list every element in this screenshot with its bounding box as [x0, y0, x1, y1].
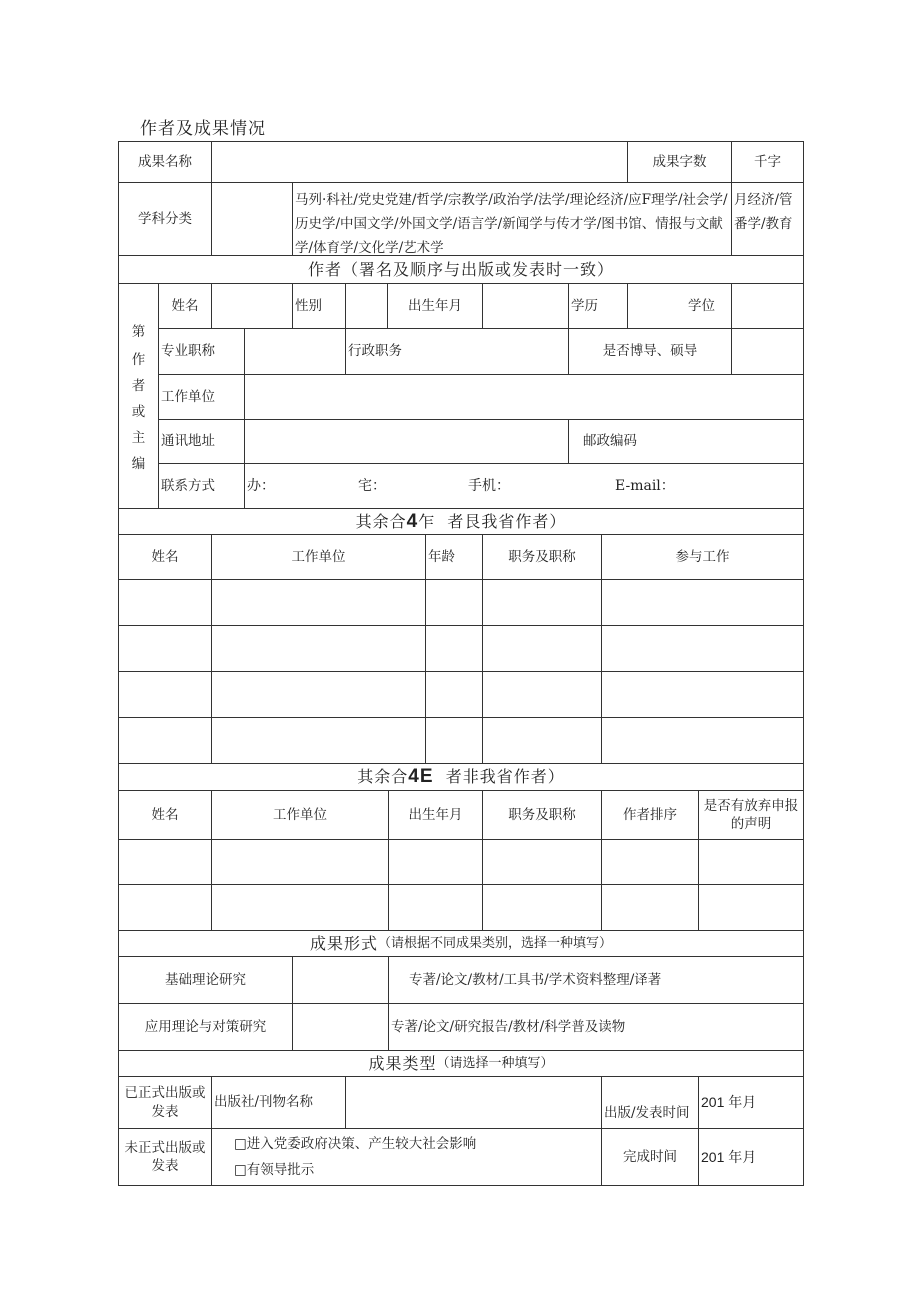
gender-input[interactable]: [345, 283, 388, 329]
complete-time-label: 完成时间: [601, 1128, 699, 1186]
section-title-note: （请根据不同成果类别，选择一种填写）: [378, 935, 613, 951]
table-cell[interactable]: [211, 625, 426, 672]
table-cell[interactable]: [388, 839, 483, 885]
table-header: 职务及职称: [482, 790, 602, 840]
section-title-suffix: 乍 者艮我省作者）: [418, 511, 567, 531]
first-author-section-title: 作者（署名及顺序与出版或发表时一致）: [118, 255, 804, 284]
table-header: 姓名: [118, 790, 212, 840]
result-name-label: 成果名称: [118, 141, 212, 183]
table-cell[interactable]: [601, 625, 804, 672]
table-cell[interactable]: [211, 671, 426, 718]
table-header: 出生年月: [388, 790, 483, 840]
publisher-input[interactable]: [345, 1076, 602, 1129]
contact-label: 联系方式: [158, 463, 245, 509]
table-cell[interactable]: [211, 839, 389, 885]
table-cell[interactable]: [425, 717, 483, 764]
mobile-label: 手机：: [468, 478, 510, 494]
discipline-options-extra: 月经济/管番学/教育: [731, 182, 804, 256]
professional-title-input[interactable]: [244, 328, 346, 375]
publish-time-label: 出版/发表时间: [601, 1076, 699, 1129]
table-cell[interactable]: [425, 579, 483, 626]
unpublished-options: [211, 1128, 602, 1186]
applied-research-options: 专著/论文/研究报告/教材/科学普及读物: [388, 1003, 804, 1051]
publish-time-value[interactable]: 201 年月: [698, 1076, 804, 1129]
home-phone-label: 宅：: [358, 478, 386, 494]
table-header: 工作单位: [211, 534, 426, 580]
first-author-side-label: [118, 283, 159, 509]
birth-input[interactable]: [482, 283, 569, 329]
table-cell[interactable]: [601, 671, 804, 718]
other-authors-external-section-title: [118, 763, 804, 791]
unpublished-label: 未正式出版或发表: [118, 1128, 212, 1186]
table-cell[interactable]: [118, 717, 212, 764]
section-title-mid: 4: [406, 510, 419, 532]
email-label: E-mail：: [615, 478, 675, 494]
address-input[interactable]: [244, 419, 569, 464]
section-title-prefix: 其余合: [355, 511, 407, 531]
basic-research-options: 专著/论文/教材/工具书/学术资料整理/译著: [388, 956, 804, 1004]
result-type-section-title: [118, 1050, 804, 1077]
table-cell[interactable]: [482, 625, 602, 672]
table-cell[interactable]: [425, 625, 483, 672]
table-cell[interactable]: [482, 579, 602, 626]
table-cell[interactable]: [601, 884, 699, 931]
employer-input[interactable]: [244, 374, 804, 420]
table-cell[interactable]: [601, 717, 804, 764]
postcode-label: 邮政编码: [568, 419, 804, 464]
word-count-unit: 千字: [731, 141, 804, 183]
education-label: 学历: [568, 283, 628, 329]
side-char: 编: [131, 456, 146, 472]
side-char: 主: [131, 430, 146, 446]
other-authors-local-section-title: [118, 508, 804, 535]
table-cell[interactable]: [211, 884, 389, 931]
publisher-label: 出版社/刊物名称: [211, 1076, 346, 1129]
section-title-prefix: 其余合: [357, 767, 409, 787]
table-cell[interactable]: [211, 717, 426, 764]
side-char: 作: [131, 352, 146, 368]
table-cell[interactable]: [118, 671, 212, 718]
applied-research-input[interactable]: [292, 1003, 389, 1051]
name-input[interactable]: [211, 283, 293, 329]
table-cell[interactable]: [482, 839, 602, 885]
table-header: 姓名: [118, 534, 212, 580]
basic-research-input[interactable]: [292, 956, 389, 1004]
decision-impact-checkbox[interactable]: □进入党委政府决策、产生较大社会影响: [234, 1136, 477, 1152]
supervisor-input[interactable]: [731, 328, 804, 375]
section-title-suffix: 者非我省作者）: [433, 767, 565, 787]
name-label: 姓名: [158, 283, 212, 329]
table-cell[interactable]: [601, 579, 804, 626]
side-char: 或: [131, 404, 146, 420]
table-cell[interactable]: [425, 671, 483, 718]
table-cell[interactable]: [118, 884, 212, 931]
table-header: 参与工作: [601, 534, 804, 580]
word-count-label: 成果字数: [627, 141, 732, 183]
gender-label: 性别: [292, 283, 346, 329]
published-label: 已正式出版或发表: [118, 1076, 212, 1129]
discipline-label: 学科分类: [118, 182, 212, 256]
employer-label: 工作单位: [158, 374, 245, 420]
table-cell[interactable]: [482, 717, 602, 764]
professional-title-label: 专业职称: [158, 328, 245, 375]
table-header: 是否有放弃申报的声明: [698, 790, 804, 840]
side-char: 第: [131, 324, 146, 340]
side-char: 者: [131, 378, 146, 394]
table-cell[interactable]: [698, 884, 804, 931]
section-title-main: 成果类型: [368, 1053, 437, 1073]
table-cell[interactable]: [118, 839, 212, 885]
table-cell[interactable]: [118, 625, 212, 672]
degree-input[interactable]: [731, 283, 804, 329]
table-cell[interactable]: [601, 839, 699, 885]
table-header: 作者排序: [601, 790, 699, 840]
supervisor-label: 是否博导、硕导: [568, 328, 732, 375]
result-name-input[interactable]: [211, 141, 628, 183]
address-label: 通讯地址: [158, 419, 245, 464]
applied-research-label: 应用理论与对策研究: [118, 1003, 293, 1051]
section-title-note: （请选择一种填写）: [436, 1055, 554, 1071]
table-cell[interactable]: [118, 579, 212, 626]
result-form-section-title: [118, 930, 804, 957]
section-title-main: 成果形式: [309, 933, 378, 953]
table-cell[interactable]: [698, 839, 804, 885]
office-phone-label: 办：: [247, 478, 275, 494]
table-cell[interactable]: [388, 884, 483, 931]
complete-time-value[interactable]: 201 年月: [698, 1128, 804, 1186]
discipline-input[interactable]: [211, 182, 293, 256]
contact-input[interactable]: [244, 463, 804, 509]
table-header: 工作单位: [211, 790, 389, 840]
section-title-mid: 4E: [408, 766, 434, 788]
table-cell[interactable]: [211, 579, 426, 626]
basic-research-label: 基础理论研究: [118, 956, 293, 1004]
page-title: 作者及成果情况: [140, 119, 266, 139]
degree-label: 学位: [627, 283, 732, 329]
table-header: 年龄: [425, 534, 483, 580]
discipline-options: 马列·科社/党史党建/哲学/宗教学/政治学/法学/理论经济/应F理学/社会学/历史学/中国文学/外国文学/语言学/新闻学与传才学/图书馆、情报与文献学/体育学/文化学/艺术学: [292, 182, 732, 256]
leader-instruction-checkbox[interactable]: □有领导批示: [234, 1162, 315, 1178]
table-cell[interactable]: [482, 671, 602, 718]
table-cell[interactable]: [482, 884, 602, 931]
table-header: 职务及职称: [482, 534, 602, 580]
admin-position-label: 行政职务: [345, 328, 569, 375]
birth-label: 出生年月: [387, 283, 483, 329]
